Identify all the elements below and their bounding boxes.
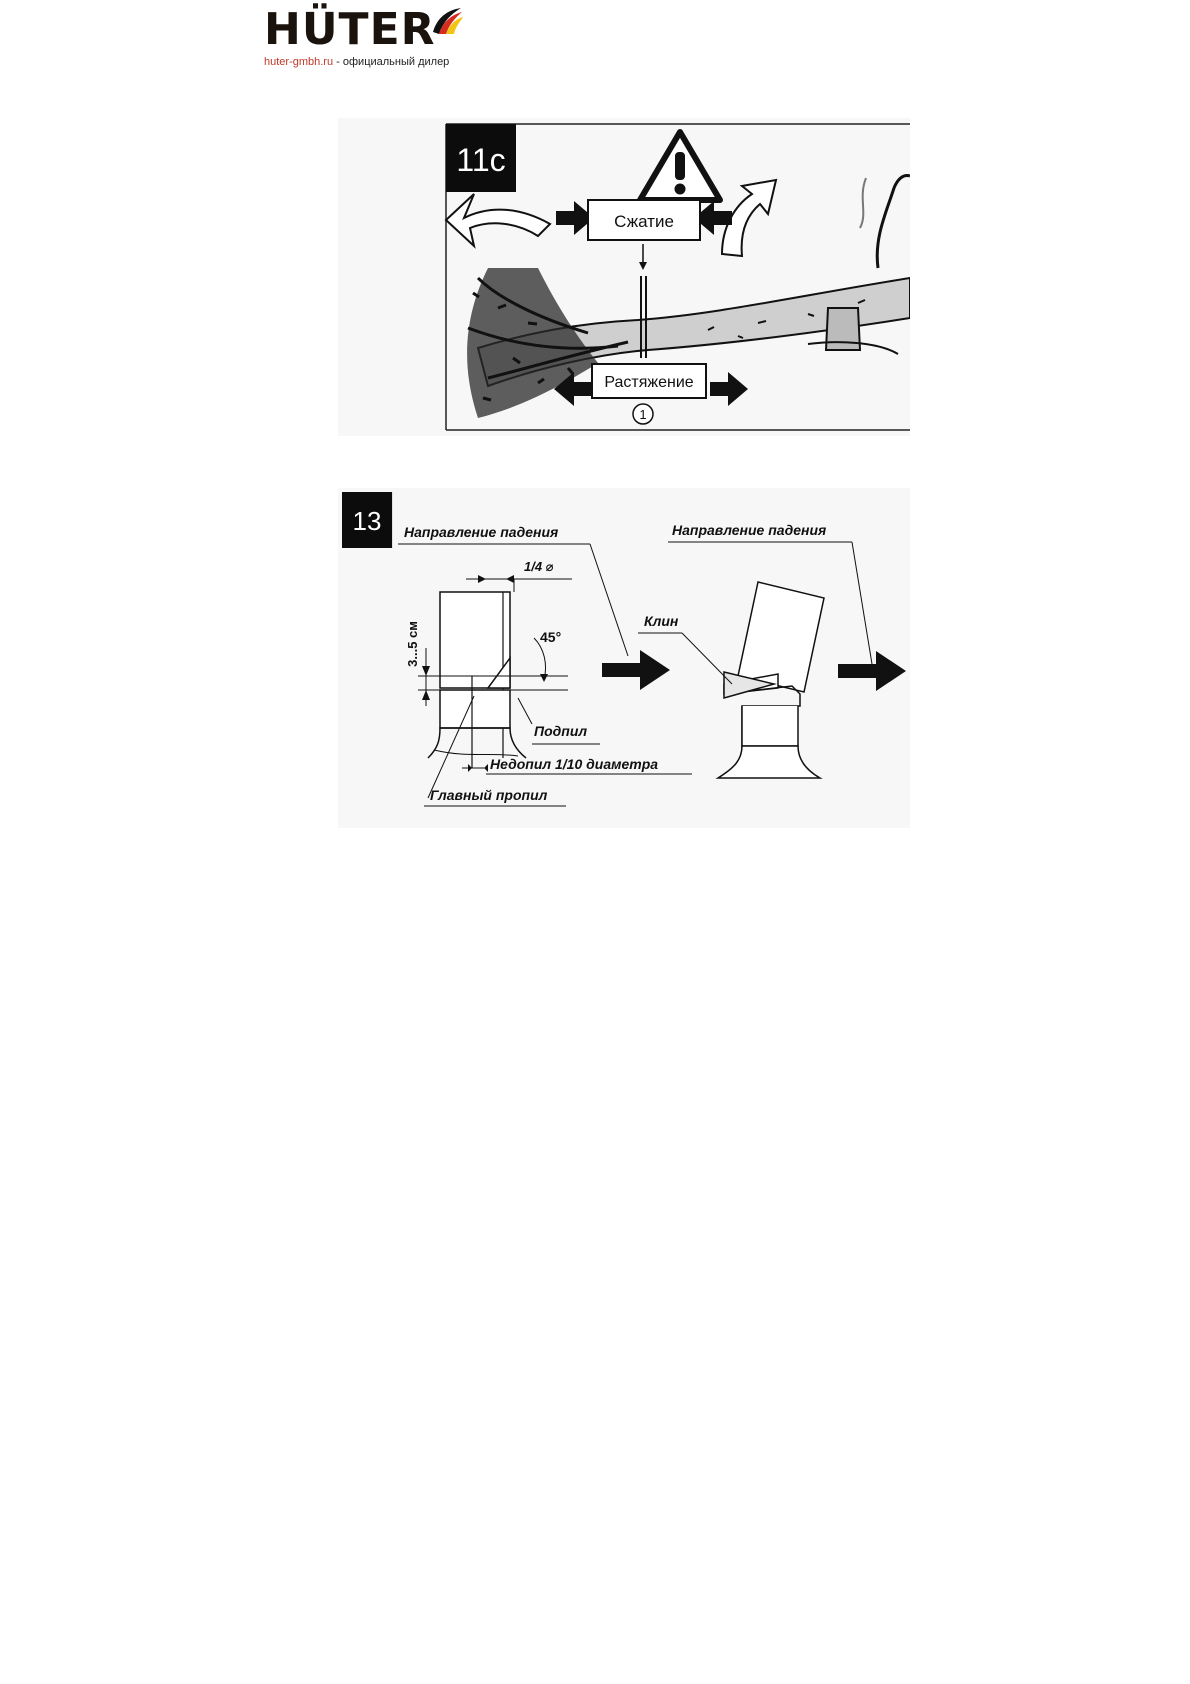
- fall-direction-left-label: Направление падения: [404, 524, 559, 540]
- figure-13: [338, 488, 910, 828]
- cut-height-label: 3...5 см: [405, 621, 420, 667]
- logo-wordmark: HÜTER: [264, 4, 436, 55]
- hinge-label: Недопил 1/10 диаметра: [490, 756, 659, 772]
- undercut-label: Подпил: [534, 723, 588, 739]
- fall-direction-right-label: Направление падения: [672, 522, 827, 538]
- logo-caption: [264, 55, 449, 69]
- fig13-number: 13: [352, 506, 382, 536]
- tension-label: Растяжение: [604, 374, 694, 391]
- logo-site-link[interactable]: huter-gmbh.ru: [264, 56, 334, 68]
- compression-label: Сжатие: [614, 212, 674, 231]
- logo-separator: -: [333, 56, 343, 68]
- fig11c-number: 11c: [456, 142, 506, 178]
- main-cut-label: Главный пропил: [430, 787, 548, 803]
- quarter-diameter-label: 1/4 ⌀: [524, 559, 554, 574]
- figure-11c: [338, 118, 910, 436]
- callout-number: 1: [639, 407, 647, 422]
- flag-swoosh-icon: [427, 6, 463, 36]
- wedge-label: Клин: [644, 613, 679, 629]
- angle-label: 45°: [540, 629, 562, 645]
- logo-tagline: официальный дилер: [342, 56, 450, 68]
- huter-logo: [264, 6, 484, 70]
